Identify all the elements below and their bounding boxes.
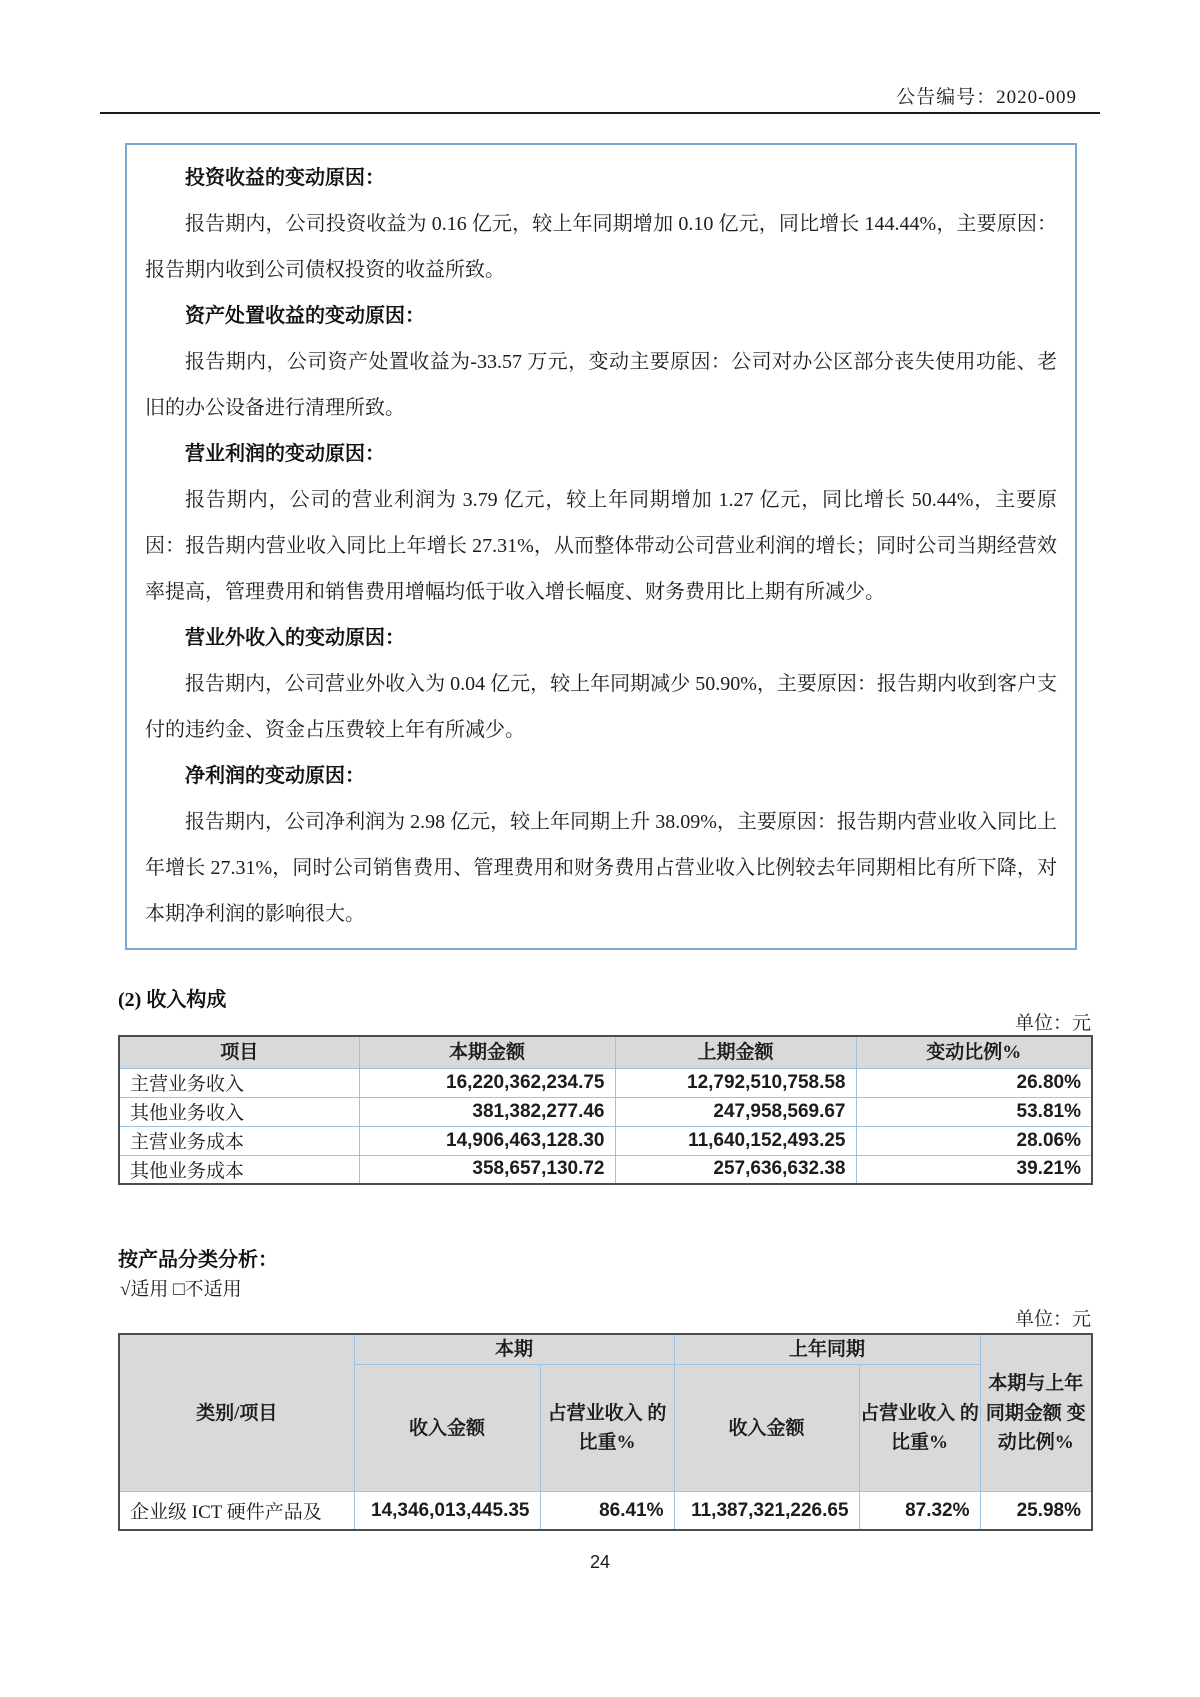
table-row (119, 1126, 1092, 1155)
cell-value: 11,640,152,493.25 (615, 1126, 856, 1155)
cell-value: 28.06% (856, 1126, 1092, 1155)
cell-value: 26.80% (856, 1068, 1092, 1097)
cell-value: 39.21% (856, 1155, 1092, 1184)
cell-value: 16,220,362,234.75 (359, 1068, 615, 1097)
income-composition-table (118, 1035, 1093, 1185)
cell-value: 257,636,632.38 (615, 1155, 856, 1184)
income-composition-title: (2) 收入构成 (118, 989, 227, 1011)
column-header-change: 本期与上年同期金额 变动比例% (980, 1334, 1092, 1492)
row-label: 其他业务收入 (119, 1097, 359, 1126)
analysis-text-box (125, 143, 1077, 950)
row-label: 主营业务收入 (119, 1068, 359, 1097)
row-label: 其他业务成本 (119, 1155, 359, 1184)
cell-value: 12,792,510,758.58 (615, 1068, 856, 1097)
column-header: 本期金额 (359, 1036, 615, 1068)
applicability-checkline: √适用 □不适用 (120, 1279, 242, 1300)
column-header: 上期金额 (615, 1036, 856, 1068)
section-body: 报告期内，公司营业外收入为 0.04 亿元，较上年同期减少 50.90%，主要原因：报告期内收到客户支付的违约金、资金占压费较上年有所减少。 (145, 673, 1057, 741)
table-row (119, 1097, 1092, 1126)
cell-value: 86.41% (540, 1492, 674, 1530)
section-heading: 营业外收入的变动原因： (185, 627, 405, 649)
column-header-income: 收入金额 (354, 1365, 540, 1492)
cell-value: 53.81% (856, 1097, 1092, 1126)
unit-label: 单位：元 (1014, 1309, 1091, 1330)
row-label: 主营业务成本 (119, 1126, 359, 1155)
section-body: 报告期内，公司的营业利润为 3.79 亿元，较上年同期增加 1.27 亿元，同比增长 50.44%，主要原因：报告期内营业收入同比上年增长 27.31%，从而整体带动公司营业利润的增长；同时公司当期经营效率提高，管理费用和销售费用增幅均低于收入增长幅度、财务费用比上期有所减少。 (145, 489, 1057, 603)
cell-value: 25.98% (980, 1492, 1092, 1530)
column-header-share: 占营业收入 的比重% (859, 1365, 980, 1492)
column-group-current: 本期 (354, 1334, 674, 1365)
page-number: 24 (589, 1552, 611, 1572)
section-heading: 资产处置收益的变动原因： (185, 305, 425, 327)
product-analysis-title: 按产品分类分析： (118, 1249, 278, 1271)
table-header-group-row (119, 1334, 1092, 1365)
unit-label: 单位：元 (1014, 1013, 1091, 1034)
column-group-prior: 上年同期 (674, 1334, 980, 1365)
column-header: 变动比例% (856, 1036, 1092, 1068)
table-header-row (119, 1036, 1092, 1068)
row-label: 企业级 ICT 硬件产品及 (119, 1492, 354, 1530)
section-heading: 营业利润的变动原因： (185, 443, 385, 465)
table-row (119, 1155, 1092, 1184)
column-header-income: 收入金额 (674, 1365, 859, 1492)
cell-value: 14,906,463,128.30 (359, 1126, 615, 1155)
cell-value: 381,382,277.46 (359, 1097, 615, 1126)
product-category-table (118, 1333, 1093, 1531)
table-row (119, 1068, 1092, 1097)
column-header: 项目 (119, 1036, 359, 1068)
column-header-share: 占营业收入 的比重% (540, 1365, 674, 1492)
section-body: 报告期内，公司投资收益为 0.16 亿元，较上年同期增加 0.10 亿元，同比增长 144.44%，主要原因：报告期内收到公司债权投资的收益所致。 (145, 213, 1057, 281)
section-heading: 净利润的变动原因： (185, 765, 365, 787)
section-body: 报告期内，公司净利润为 2.98 亿元，较上年同期上升 38.09%，主要原因：报告期内营业收入同比上年增长 27.31%，同时公司销售费用、管理费用和财务费用占营业收入比例较去年同期相比有所下降，对本期净利润的影响很大。 (145, 811, 1057, 925)
section-heading: 投资收益的变动原因： (185, 167, 385, 189)
cell-value: 247,958,569.67 (615, 1097, 856, 1126)
announcement-number: 公告编号：2020-009 (896, 87, 1077, 108)
cell-value: 14,346,013,445.35 (354, 1492, 540, 1530)
section-body: 报告期内，公司资产处置收益为-33.57 万元，变动主要原因：公司对办公区部分丧失使用功能、老旧的办公设备进行清理所致。 (145, 351, 1057, 419)
header-divider (100, 112, 1100, 114)
cell-value: 358,657,130.72 (359, 1155, 615, 1184)
column-header-category: 类别/项目 (119, 1334, 354, 1492)
cell-value: 11,387,321,226.65 (674, 1492, 859, 1530)
cell-value: 87.32% (859, 1492, 980, 1530)
table-row (119, 1492, 1092, 1530)
